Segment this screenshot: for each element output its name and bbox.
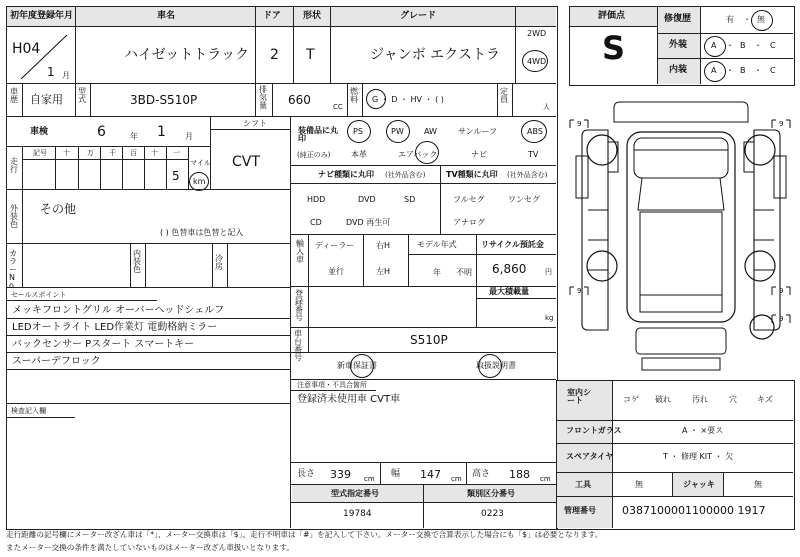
mileage-digit-label: 一 (173, 149, 180, 157)
tv-item: ワンセグ (508, 195, 540, 204)
divider (466, 463, 467, 484)
row-divider (7, 189, 290, 190)
disp-label: 排気量 (259, 85, 267, 110)
chassis-label: 車台番号 (294, 329, 302, 362)
reg-no-label: 登録番号 (295, 289, 303, 322)
model-year-value: 不明 (456, 268, 472, 277)
row-divider (211, 129, 290, 130)
sales-point-line: LEDオートライト LED作業灯 電動格納ミラー (12, 322, 218, 333)
class-no-label: 類別区分番号 (467, 489, 515, 498)
tire-mark: 9 (577, 287, 582, 295)
width-unit: cm (451, 475, 462, 483)
drive-2wd: 2WD (527, 29, 547, 38)
row-divider (409, 254, 556, 255)
divider (515, 7, 516, 83)
divider (723, 473, 724, 496)
divider (212, 244, 213, 287)
load-label: 最大積載量 (489, 287, 529, 296)
fuel-options: G ・ D ・ HV ・ ( ) (372, 95, 444, 104)
jack-label: ジャッキ (683, 480, 715, 489)
equip-abs: ABS (527, 127, 543, 136)
interior-a-circle (704, 61, 726, 82)
inspector-label: 検査記入欄 (11, 407, 46, 415)
row-divider (291, 390, 376, 391)
row-divider (570, 26, 657, 27)
row-divider (23, 159, 188, 160)
sales-point-line: バックセンサー Pスタート スマートキー (12, 339, 195, 350)
divider (423, 485, 424, 528)
shape-value: T (306, 47, 315, 63)
divider (75, 7, 76, 83)
rating-score: S (602, 29, 626, 67)
divider (22, 244, 23, 287)
fuel-g-circle (366, 89, 386, 109)
import-rh: 右H (376, 241, 391, 250)
row-divider (7, 417, 75, 418)
row-divider (291, 234, 556, 235)
exterior-grade-a: A (711, 41, 717, 50)
row-divider (7, 335, 290, 336)
row-divider (7, 369, 290, 370)
tools-value: 無 (635, 480, 643, 489)
import-parallel: 並行 (328, 267, 344, 276)
mileage-unit-km: km (193, 177, 206, 186)
recycle-value: 6,860 (492, 262, 527, 276)
spare-label: スペアタイヤ (566, 452, 614, 461)
class-no-value: 0223 (481, 509, 504, 519)
interior-label: 内装 (669, 65, 688, 75)
first-reg-label: 初年度登録年月 (10, 11, 74, 21)
divider (440, 165, 441, 234)
abs-circle (521, 120, 547, 143)
import-label: 輸入車 (296, 239, 304, 264)
footer-line1: 走行距離の記号欄にメーター改ざん車は「*」、メーター交換車は「$」、走行不明車は「#」を記入して下さい。メーター交換で合算表示した場合にも「$」は必要となります。 (6, 530, 603, 539)
usage-label: 車歴 (10, 87, 18, 104)
tv-label: TV種類に丸印 (446, 170, 498, 179)
mileage-digit-label: 十 (63, 149, 70, 157)
door-label: ドア (263, 11, 281, 21)
row-divider (291, 502, 556, 503)
disp-value: 660 (288, 93, 311, 107)
divider (293, 7, 294, 83)
recycle-yen: 円 (545, 268, 552, 276)
tire-mark: 9 (577, 120, 582, 128)
seat-item: 穴 (729, 395, 737, 404)
length-value: 339 (330, 468, 351, 481)
sales-point-line: メッキフロントグリル オーバーヘッドシェルフ (12, 305, 225, 316)
tire-mark: 9 (779, 315, 784, 323)
inspection-month-unit: 月 (185, 132, 193, 141)
seat-label: 室内シート (567, 388, 591, 405)
cc-unit: CC (333, 103, 343, 111)
grade-sep: ・ (754, 66, 762, 75)
warranty-circle (350, 354, 374, 378)
car-name-label: 車名 (157, 11, 176, 21)
divider (22, 190, 23, 243)
equipment-label: 装備品に丸印 (298, 126, 338, 143)
interior-grade-b: B (740, 66, 746, 75)
shift-value: CVT (232, 154, 260, 170)
row-divider (291, 352, 556, 353)
navi-item: DVD (358, 195, 376, 204)
row-divider (291, 183, 556, 184)
divider (330, 7, 331, 83)
equip-navi: ナビ (471, 150, 487, 159)
type-no-value: 19784 (343, 509, 372, 519)
interior-grade-c: C (770, 66, 776, 75)
width-value: 147 (420, 468, 441, 481)
manual-doc: 取扱説明書 (476, 361, 516, 370)
tv-item: フルセグ (453, 195, 485, 204)
divider (308, 287, 309, 327)
row-divider (291, 327, 556, 328)
divider (308, 235, 309, 286)
exterior-label: 外装 (669, 40, 688, 50)
windshield-value: A ・ ×要ス (682, 426, 724, 435)
grade-value: ジャンボ エクストラ (370, 47, 501, 63)
divider (497, 84, 498, 116)
divider (100, 147, 101, 189)
import-dealer: ディーラー (315, 241, 355, 250)
sales-point-line: スーパーデフロック (12, 356, 101, 367)
divider (408, 235, 409, 286)
seat-item: コゲ (623, 395, 639, 404)
grade-label: グレード (400, 11, 437, 21)
mileage-digit-label: 千 (109, 149, 116, 157)
row-divider (7, 403, 290, 404)
equip-airbag: エアバック (398, 150, 438, 159)
inspection-year: 6 (97, 124, 106, 140)
row-divider (658, 33, 793, 34)
door-value: 2 (270, 47, 279, 63)
row-divider (7, 146, 210, 147)
spare-value: T ・ 修理 KIT ・ 欠 (663, 452, 734, 461)
mileage-unit-mile: マイル (190, 159, 211, 167)
ps-circle (347, 120, 371, 143)
first-reg-era: H04 (12, 41, 41, 57)
import-lh: 左H (376, 267, 391, 276)
divider (512, 84, 513, 116)
divider (255, 84, 256, 116)
model-year-label: モデル年式 (417, 240, 457, 249)
manual-circle (478, 354, 502, 378)
car-diagram (562, 90, 800, 380)
model-label: 型式 (78, 87, 86, 104)
tire-mark: 9 (779, 120, 784, 128)
exterior-grade-b: B (740, 41, 746, 50)
divider (272, 84, 273, 116)
header-row (7, 7, 556, 27)
navi-sub: (社外品含む) (385, 171, 426, 179)
divider (476, 235, 477, 286)
mileage-value: 5 (172, 169, 180, 183)
aircon-label: 冷房 (215, 254, 223, 271)
capacity-label: 定員 (500, 87, 508, 104)
exterior-a-circle (704, 36, 726, 57)
color-label: 外装色 (10, 204, 18, 229)
divider (78, 147, 79, 189)
warranty-doc: 新車保証書 (337, 361, 377, 370)
divider (255, 7, 256, 83)
seat-item: キズ (757, 395, 773, 404)
inspection-month: 1 (157, 124, 166, 140)
mileage-digit-header (23, 148, 188, 159)
navi-label: ナビ種類に丸印 (318, 170, 374, 179)
navi-item: SD (404, 195, 416, 204)
divider (363, 235, 364, 286)
grade-sep: ・ (726, 66, 734, 75)
color-value: その他 (40, 202, 77, 216)
equipment-sub: (純正のみ) (297, 151, 331, 159)
row-divider (7, 243, 290, 244)
row-divider (291, 165, 556, 166)
color-no-label: カラーNo. (9, 249, 17, 290)
equip-aw: AW (424, 127, 437, 136)
repair-no: 無 (757, 15, 765, 24)
interior-color-label: 内装色 (133, 249, 141, 274)
mileage-digit-label: 万 (87, 149, 94, 157)
row-divider (7, 352, 290, 353)
row-divider (291, 379, 556, 380)
inspection-label: 車検 (30, 127, 49, 137)
row-divider (557, 443, 793, 444)
height-value: 188 (509, 468, 530, 481)
windshield-label: フロントガラス (566, 426, 622, 435)
divider (22, 84, 23, 116)
mgmt-label: 管理番号 (564, 506, 596, 515)
rating-label: 評価点 (598, 11, 626, 21)
divider (145, 244, 146, 287)
divider (166, 147, 167, 189)
row-divider (7, 116, 556, 117)
repair-label: 修復歴 (664, 14, 692, 24)
length-label: 長さ (297, 469, 316, 479)
divider (90, 84, 91, 116)
tools-label: 工具 (575, 480, 591, 489)
interior-grade-a: A (711, 66, 717, 75)
width-label: 幅 (391, 469, 401, 479)
navi-item: DVD 再生可 (346, 218, 391, 227)
notes-label: 注意事項・不具合箇所 (297, 381, 367, 389)
footer-line2: またメーター交換の条件を満たしていないものはメーター改ざん車扱いとなります。 (6, 543, 294, 552)
row-divider (7, 318, 290, 319)
equip-ps: PS (353, 127, 363, 136)
seat-item: 破れ (655, 395, 671, 404)
divider (290, 117, 291, 528)
row-divider (658, 58, 793, 59)
mgmt-value: 0387100001100000 1917 (622, 504, 766, 517)
divider (362, 84, 363, 116)
navi-item: CD (310, 218, 322, 227)
divider (308, 328, 309, 352)
repair-sep: ・ (743, 15, 751, 24)
divider (227, 244, 228, 287)
divider (144, 147, 145, 189)
equip-tv: TV (528, 150, 539, 159)
usage-value: 自家用 (30, 93, 63, 106)
model-value: 3BD-S510P (130, 93, 198, 107)
divider (130, 244, 131, 287)
grade-sep: ・ (754, 41, 762, 50)
row-divider (291, 462, 556, 463)
row-divider (7, 300, 157, 301)
equip-leather: 本革 (351, 150, 367, 159)
repair-no-circle (751, 10, 773, 31)
jack-value: 無 (754, 480, 762, 489)
row-divider (476, 298, 556, 299)
car-name: ハイゼットトラック (124, 47, 250, 63)
capacity-unit: 人 (543, 103, 550, 111)
exterior-grade-c: C (770, 41, 776, 50)
row-divider (557, 496, 793, 497)
load-unit: kg (545, 314, 554, 322)
divider (380, 463, 381, 484)
divider (122, 147, 123, 189)
navi-item: HDD (307, 195, 326, 204)
row-divider (7, 287, 290, 288)
repair-yes: 有 (726, 15, 734, 24)
mileage-digit-label: 百 (130, 149, 137, 157)
airbag-circle (415, 141, 439, 164)
inspection-year-unit: 年 (130, 132, 138, 141)
first-reg-month-unit: 月 (62, 71, 70, 80)
notes-text: 登録済未使用車 CVT車 (297, 394, 401, 405)
row-divider (557, 420, 793, 421)
divider (700, 7, 701, 84)
height-unit: cm (540, 475, 551, 483)
mileage-digit-label: 十 (151, 149, 158, 157)
recycle-label: リサイクル預託金 (481, 240, 544, 249)
divider (55, 147, 56, 189)
equip-sunroof: サンルーフ (458, 127, 497, 136)
divider (347, 84, 348, 116)
tv-sub: (社外品含む) (507, 171, 548, 179)
color-note: ( ) 色替車は色替と記入 (160, 228, 244, 237)
first-reg-month: 1 (47, 65, 55, 79)
divider (210, 117, 211, 189)
grade-sep: ・ (726, 41, 734, 50)
height-label: 高さ (472, 469, 491, 479)
drive-4wd: 4WD (527, 57, 547, 66)
shape-label: 形状 (303, 11, 322, 21)
length-unit: cm (364, 475, 375, 483)
equip-pw: PW (391, 127, 404, 136)
tv-item: アナログ (453, 218, 485, 227)
seat-item: 汚れ (692, 395, 708, 404)
fuel-label: 燃料 (350, 87, 358, 104)
chassis-value: S510P (410, 333, 448, 347)
model-year-unit: 年 (433, 268, 441, 277)
divider (75, 84, 76, 116)
type-no-label: 型式指定番号 (331, 489, 379, 498)
sales-points-label: セールスポイント (11, 291, 67, 299)
mileage-digit-label: 記号 (33, 149, 47, 157)
drive-4wd-circle (522, 50, 548, 72)
pw-circle (386, 120, 410, 143)
tire-mark: 9 (779, 287, 784, 295)
divider (476, 287, 477, 327)
shift-label: シフト (243, 119, 267, 128)
mileage-label: 走行 (10, 157, 18, 174)
